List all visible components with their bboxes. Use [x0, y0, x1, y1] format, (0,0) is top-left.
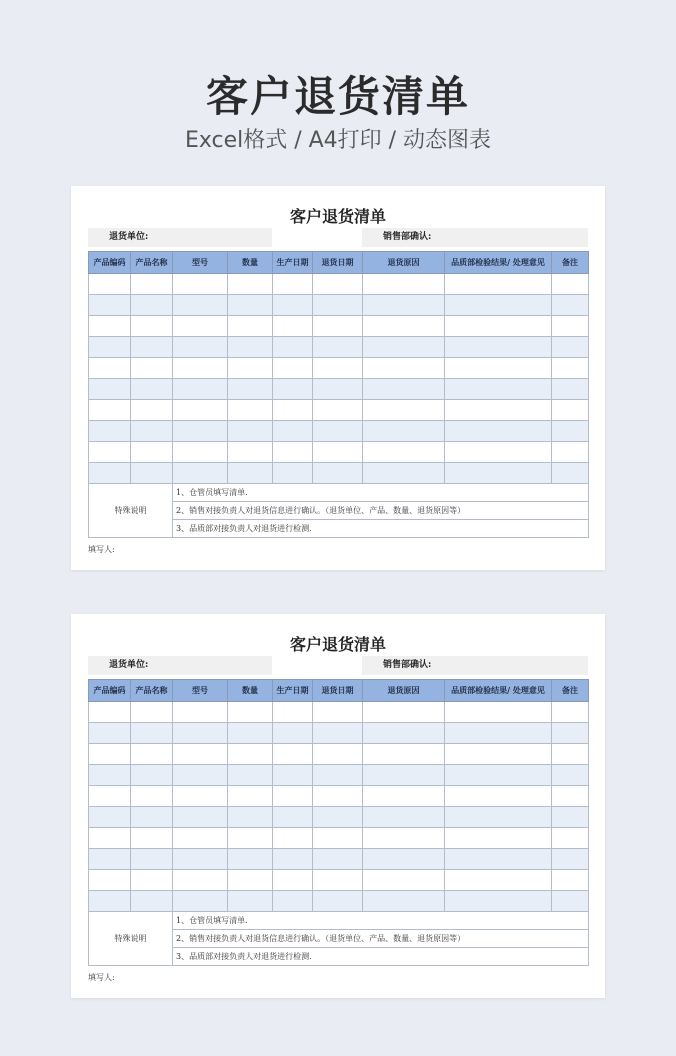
- table-cell[interactable]: [228, 274, 273, 295]
- sales-confirm-label: 销售部确认:: [383, 232, 432, 242]
- table-cell[interactable]: [445, 316, 552, 337]
- table-row: [89, 316, 589, 337]
- table-cell[interactable]: [273, 295, 313, 316]
- hero-title: 客户退货清单: [205, 72, 470, 121]
- table-cell[interactable]: [173, 786, 228, 807]
- table-cell[interactable]: [173, 295, 228, 316]
- table-cell[interactable]: [313, 358, 363, 379]
- table-cell[interactable]: [131, 463, 173, 484]
- table-cell[interactable]: [313, 744, 363, 765]
- table-cell[interactable]: [552, 870, 589, 891]
- table-cell[interactable]: [552, 421, 589, 442]
- return-table: [88, 251, 589, 538]
- table-cell[interactable]: [131, 442, 173, 463]
- table-cell[interactable]: [363, 463, 445, 484]
- col-return-reason: 退货原因: [363, 252, 445, 274]
- table-cell[interactable]: [445, 870, 552, 891]
- table-cell[interactable]: [313, 828, 363, 849]
- table-row: [89, 442, 589, 463]
- sales-confirm-field[interactable]: [362, 228, 588, 247]
- table-cell[interactable]: [363, 744, 445, 765]
- table-cell[interactable]: [89, 379, 131, 400]
- table-cell[interactable]: [552, 295, 589, 316]
- table-row: [89, 765, 589, 786]
- table-cell[interactable]: [228, 870, 273, 891]
- col-remarks: 备注: [552, 680, 589, 702]
- note-row: [89, 912, 589, 930]
- table-cell[interactable]: [273, 828, 313, 849]
- table-cell[interactable]: [552, 807, 589, 828]
- table-cell[interactable]: [89, 870, 131, 891]
- col-qc-result: 品质部检验结果/ 处理意见: [445, 680, 552, 702]
- table-cell[interactable]: [313, 316, 363, 337]
- table-cell[interactable]: [228, 400, 273, 421]
- table-cell[interactable]: [273, 723, 313, 744]
- table-cell[interactable]: [173, 316, 228, 337]
- table-cell[interactable]: [273, 337, 313, 358]
- table-row: [89, 379, 589, 400]
- table-cell[interactable]: [552, 702, 589, 723]
- table-cell[interactable]: [173, 274, 228, 295]
- col-return-date: 退货日期: [313, 252, 363, 274]
- special-notes-label: 特殊说明: [89, 484, 173, 538]
- return-table: [88, 679, 589, 966]
- table-header-row: [89, 252, 589, 274]
- table-cell[interactable]: [89, 274, 131, 295]
- table-header-row: [89, 680, 589, 702]
- col-return-date: 退货日期: [313, 680, 363, 702]
- table-cell[interactable]: [445, 723, 552, 744]
- table-cell[interactable]: [273, 379, 313, 400]
- table-cell[interactable]: [445, 786, 552, 807]
- table-cell[interactable]: [552, 891, 589, 912]
- table-cell[interactable]: [131, 400, 173, 421]
- table-row: [89, 463, 589, 484]
- table-cell[interactable]: [445, 295, 552, 316]
- col-return-reason: 退货原因: [363, 680, 445, 702]
- table-cell[interactable]: [445, 849, 552, 870]
- table-cell[interactable]: [89, 744, 131, 765]
- table-cell[interactable]: [273, 744, 313, 765]
- table-cell[interactable]: [89, 849, 131, 870]
- table-cell[interactable]: [228, 849, 273, 870]
- table-cell[interactable]: [131, 379, 173, 400]
- table-cell[interactable]: [363, 765, 445, 786]
- table-cell[interactable]: [313, 765, 363, 786]
- table-cell[interactable]: [173, 828, 228, 849]
- col-remarks: 备注: [552, 252, 589, 274]
- table-cell[interactable]: [273, 358, 313, 379]
- table-cell[interactable]: [313, 870, 363, 891]
- table-cell[interactable]: [445, 807, 552, 828]
- table-cell[interactable]: [131, 337, 173, 358]
- table-cell[interactable]: [552, 744, 589, 765]
- table-cell[interactable]: [313, 891, 363, 912]
- col-qc-result: 品质部检验结果/ 处理意见: [445, 252, 552, 274]
- table-cell[interactable]: [273, 442, 313, 463]
- table-cell[interactable]: [445, 891, 552, 912]
- table-cell[interactable]: [89, 295, 131, 316]
- table-cell[interactable]: [131, 849, 173, 870]
- table-cell[interactable]: [273, 891, 313, 912]
- return-unit-field[interactable]: [88, 228, 272, 247]
- col-product-code: 产品编码: [89, 680, 131, 702]
- return-unit-label: 退货单位:: [109, 660, 149, 670]
- table-cell[interactable]: [552, 786, 589, 807]
- table-cell[interactable]: [173, 358, 228, 379]
- table-cell[interactable]: [445, 828, 552, 849]
- table-cell[interactable]: [131, 828, 173, 849]
- table-cell[interactable]: [173, 421, 228, 442]
- table-cell[interactable]: [552, 828, 589, 849]
- table-row: [89, 400, 589, 421]
- table-cell[interactable]: [173, 765, 228, 786]
- table-cell[interactable]: [228, 295, 273, 316]
- table-cell[interactable]: [445, 274, 552, 295]
- table-cell[interactable]: [89, 421, 131, 442]
- table-cell[interactable]: [228, 442, 273, 463]
- table-cell[interactable]: [228, 828, 273, 849]
- table-row: [89, 358, 589, 379]
- table-cell[interactable]: [131, 723, 173, 744]
- table-cell[interactable]: [273, 765, 313, 786]
- table-cell[interactable]: [313, 295, 363, 316]
- col-model: 型号: [173, 680, 228, 702]
- table-cell[interactable]: [89, 316, 131, 337]
- table-cell[interactable]: [131, 358, 173, 379]
- table-cell[interactable]: [131, 765, 173, 786]
- table-cell[interactable]: [363, 828, 445, 849]
- table-cell[interactable]: [228, 786, 273, 807]
- table-cell[interactable]: [363, 786, 445, 807]
- table-row: [89, 891, 589, 912]
- table-cell[interactable]: [445, 421, 552, 442]
- table-cell[interactable]: [273, 274, 313, 295]
- note-item: 1、仓管员填写清单.: [173, 912, 589, 930]
- table-cell[interactable]: [228, 358, 273, 379]
- table-cell[interactable]: [552, 400, 589, 421]
- table-row: [89, 849, 589, 870]
- filler-label: 填写人:: [88, 545, 115, 554]
- table-cell[interactable]: [228, 463, 273, 484]
- col-product-code: 产品编码: [89, 252, 131, 274]
- table-cell[interactable]: [173, 807, 228, 828]
- table-cell[interactable]: [131, 870, 173, 891]
- sheet-preview-1: [71, 186, 605, 570]
- table-cell[interactable]: [363, 316, 445, 337]
- table-cell[interactable]: [273, 870, 313, 891]
- table-cell[interactable]: [228, 379, 273, 400]
- table-cell[interactable]: [131, 274, 173, 295]
- table-cell[interactable]: [363, 849, 445, 870]
- table-cell[interactable]: [445, 744, 552, 765]
- table-cell[interactable]: [131, 807, 173, 828]
- table-cell[interactable]: [313, 337, 363, 358]
- table-cell[interactable]: [89, 702, 131, 723]
- table-cell[interactable]: [228, 316, 273, 337]
- col-quantity: 数量: [228, 680, 273, 702]
- sales-confirm-label: 销售部确认:: [383, 660, 432, 670]
- table-cell[interactable]: [445, 702, 552, 723]
- table-cell[interactable]: [89, 828, 131, 849]
- table-cell[interactable]: [552, 274, 589, 295]
- table-row: [89, 723, 589, 744]
- table-row: [89, 828, 589, 849]
- return-unit-field[interactable]: [88, 656, 272, 675]
- table-cell[interactable]: [89, 786, 131, 807]
- table-cell[interactable]: [552, 849, 589, 870]
- table-cell[interactable]: [173, 702, 228, 723]
- table-cell[interactable]: [445, 358, 552, 379]
- table-cell[interactable]: [173, 379, 228, 400]
- table-row: [89, 337, 589, 358]
- col-quantity: 数量: [228, 252, 273, 274]
- note-item: 2、销售对接负责人对退货信息进行确认。（退货单位、产品、数量、退货原因等）: [173, 930, 589, 948]
- table-row: [89, 295, 589, 316]
- table-cell[interactable]: [273, 400, 313, 421]
- table-cell[interactable]: [131, 744, 173, 765]
- table-cell[interactable]: [173, 442, 228, 463]
- note-row: [89, 484, 589, 502]
- table-cell[interactable]: [552, 765, 589, 786]
- table-cell[interactable]: [363, 702, 445, 723]
- table-cell[interactable]: [228, 337, 273, 358]
- table-cell[interactable]: [363, 295, 445, 316]
- table-cell[interactable]: [552, 379, 589, 400]
- table-cell[interactable]: [552, 442, 589, 463]
- table-cell[interactable]: [552, 316, 589, 337]
- table-cell[interactable]: [89, 337, 131, 358]
- table-cell[interactable]: [173, 870, 228, 891]
- table-cell[interactable]: [552, 723, 589, 744]
- table-cell[interactable]: [363, 379, 445, 400]
- table-cell[interactable]: [273, 849, 313, 870]
- table-cell[interactable]: [273, 421, 313, 442]
- sheet-preview-2: [71, 614, 605, 998]
- table-cell[interactable]: [313, 849, 363, 870]
- filler-label: 填写人:: [88, 973, 115, 982]
- col-product-name: 产品名称: [131, 252, 173, 274]
- table-cell[interactable]: [445, 442, 552, 463]
- table-cell[interactable]: [363, 337, 445, 358]
- hero-subtitle: Excel格式 / A4打印 / 动态图表: [184, 128, 492, 153]
- col-product-name: 产品名称: [131, 680, 173, 702]
- table-cell[interactable]: [445, 379, 552, 400]
- table-cell[interactable]: [228, 807, 273, 828]
- table-row: [89, 786, 589, 807]
- table-cell[interactable]: [89, 807, 131, 828]
- table-cell[interactable]: [273, 316, 313, 337]
- table-cell[interactable]: [552, 337, 589, 358]
- note-item: 3、品质部对接负责人对退货进行检测.: [173, 948, 589, 966]
- table-cell[interactable]: [89, 400, 131, 421]
- table-row: [89, 274, 589, 295]
- table-cell[interactable]: [173, 723, 228, 744]
- sales-confirm-field[interactable]: [362, 656, 588, 675]
- table-cell[interactable]: [552, 463, 589, 484]
- sheet-title: 客户退货清单: [289, 207, 386, 226]
- table-cell[interactable]: [173, 400, 228, 421]
- note-item: 1、仓管员填写清单.: [173, 484, 589, 502]
- table-cell[interactable]: [363, 421, 445, 442]
- col-model: 型号: [173, 252, 228, 274]
- table-cell[interactable]: [363, 891, 445, 912]
- return-unit-label: 退货单位:: [109, 232, 149, 242]
- table-cell[interactable]: [445, 463, 552, 484]
- table-cell[interactable]: [313, 723, 363, 744]
- table-cell[interactable]: [313, 400, 363, 421]
- table-cell[interactable]: [445, 337, 552, 358]
- table-cell[interactable]: [89, 765, 131, 786]
- table-cell[interactable]: [313, 442, 363, 463]
- col-production-date: 生产日期: [273, 252, 313, 274]
- table-row: [89, 744, 589, 765]
- table-cell[interactable]: [173, 849, 228, 870]
- table-cell[interactable]: [89, 442, 131, 463]
- table-cell[interactable]: [273, 786, 313, 807]
- special-notes-label: 特殊说明: [89, 912, 173, 966]
- table-cell[interactable]: [228, 765, 273, 786]
- table-row: [89, 807, 589, 828]
- table-cell[interactable]: [173, 891, 228, 912]
- table-row: [89, 421, 589, 442]
- sheet-title: 客户退货清单: [289, 635, 386, 654]
- table-cell[interactable]: [173, 337, 228, 358]
- table-cell[interactable]: [363, 870, 445, 891]
- table-cell[interactable]: [445, 765, 552, 786]
- table-cell[interactable]: [131, 316, 173, 337]
- table-cell[interactable]: [228, 421, 273, 442]
- table-cell[interactable]: [228, 702, 273, 723]
- table-cell[interactable]: [313, 786, 363, 807]
- table-cell[interactable]: [131, 891, 173, 912]
- col-production-date: 生产日期: [273, 680, 313, 702]
- table-cell[interactable]: [131, 295, 173, 316]
- table-cell[interactable]: [273, 702, 313, 723]
- table-cell[interactable]: [89, 891, 131, 912]
- table-cell[interactable]: [313, 274, 363, 295]
- table-cell[interactable]: [89, 723, 131, 744]
- table-cell[interactable]: [313, 421, 363, 442]
- table-cell[interactable]: [363, 807, 445, 828]
- table-row: [89, 870, 589, 891]
- table-cell[interactable]: [363, 723, 445, 744]
- table-cell[interactable]: [131, 786, 173, 807]
- table-cell[interactable]: [89, 358, 131, 379]
- table-cell[interactable]: [313, 702, 363, 723]
- table-cell[interactable]: [363, 358, 445, 379]
- table-cell[interactable]: [131, 421, 173, 442]
- table-cell[interactable]: [313, 807, 363, 828]
- table-cell[interactable]: [228, 723, 273, 744]
- table-cell[interactable]: [313, 379, 363, 400]
- table-cell[interactable]: [313, 463, 363, 484]
- table-cell[interactable]: [173, 744, 228, 765]
- table-cell[interactable]: [363, 400, 445, 421]
- table-cell[interactable]: [363, 442, 445, 463]
- table-cell[interactable]: [89, 463, 131, 484]
- table-cell[interactable]: [228, 891, 273, 912]
- note-item: 3、品质部对接负责人对退货进行检测.: [173, 520, 589, 538]
- table-cell[interactable]: [273, 463, 313, 484]
- table-cell[interactable]: [363, 274, 445, 295]
- table-cell[interactable]: [228, 744, 273, 765]
- table-row: [89, 702, 589, 723]
- table-cell[interactable]: [445, 400, 552, 421]
- table-cell[interactable]: [173, 463, 228, 484]
- note-item: 2、销售对接负责人对退货信息进行确认。（退货单位、产品、数量、退货原因等）: [173, 502, 589, 520]
- table-cell[interactable]: [131, 702, 173, 723]
- table-cell[interactable]: [552, 358, 589, 379]
- table-cell[interactable]: [273, 807, 313, 828]
